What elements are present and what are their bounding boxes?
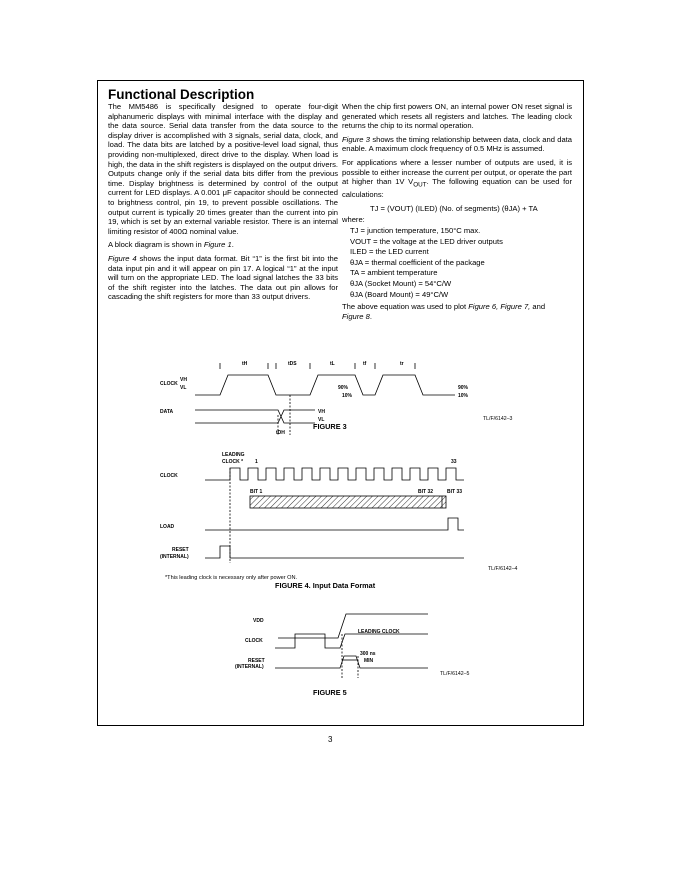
clock-label: CLOCK [160,473,178,479]
vh-label: VH [180,377,187,383]
paragraph: Figure 3 shows the timing relationship between data, clock and data enable. A maximum clock frequency of 0.5 MHz is assumed. [342,134,573,154]
paragraph: Figure 4 shows the input data format. Bit “1” is the first bit into the data input pin and it will appear on pin 17. A logical “1” at the input will turn on the appropriate LED. The load signal latches the 33 bits of the shift register into the latches. The data out pin allows for cascading the shift registers for more than 33 output drivers. [108,253,338,302]
min-label: MIN [364,658,374,664]
clock-label: CLOCK [245,638,263,644]
clock-label: CLOCK [160,381,178,387]
t-dh-label: tDH [276,430,285,435]
page-number: 3 [328,735,333,744]
left-column [108,102,338,306]
clock-1-label: 1 [255,459,258,465]
t-low-label: tL [330,361,335,367]
paragraph: For applications where a lesser number of outputs are used, it is possible to either increase the current per output, or operate the part at higher than 1V $V_{OUT}$. The following equation can be used for calculations: [342,157,573,200]
figure-4-title: FIGURE 4. Input Data Format [275,581,376,590]
t-fall-label: tf [363,361,367,367]
where-label: where: [342,215,365,225]
internal-label: (INTERNAL) [160,554,189,560]
definition: TA = ambient temperature [350,268,438,278]
equation: TJ = (VOUT) (ILED) (No. of segments) (θJA) + TA [370,203,538,213]
paragraph: The above equation was used to plot Figure 6, Figure 7, and Figure 8. [342,302,546,321]
clock-33-label: 33 [451,459,457,465]
figure-reference: Figure 3 [342,134,371,144]
paragraph: When the chip first powers ON, an internal power ON reset signal is generated which resets all registers and latches. The leading clock returns the chip to its normal operation. [342,102,572,131]
paragraph: A block diagram is shown in Figure 1. [108,240,234,250]
data-waveform-high [195,410,315,423]
figure-3-title: FIGURE 3 [313,422,347,431]
load-label: LOAD [160,524,175,530]
data-label: DATA [160,409,174,415]
bit32-label: BIT 32 [418,489,434,495]
definition: ILED = the LED current [350,247,429,257]
data-waveform-low [195,410,315,423]
leading-clock-label: LEADING [222,452,245,458]
leading-clock-label: LEADING CLOCK [358,629,400,635]
figure-4 [160,448,480,578]
data-bits-region [250,496,446,508]
clock-waveform [205,468,464,480]
t-high-label: tH [242,361,248,367]
t-cycle-label: tDS [288,361,297,367]
clock-waveform [195,375,455,395]
vl-label: VL [318,417,325,423]
section-heading: Functional Description [108,87,255,102]
figure-reference: Figure 6, Figure 7, [468,302,531,312]
right-column [342,102,572,325]
clock-waveform [275,634,428,648]
load-waveform [205,518,464,530]
figure-5-code: TL/F/6142–5 [440,671,470,677]
vdd-waveform [278,614,428,638]
reset-label: RESET [172,547,189,553]
pct10-label: 10% [458,393,469,399]
pct10-label: 10% [342,393,353,399]
figure-4-code: TL/F/6142–4 [488,566,518,572]
reset-label: RESET [248,658,265,664]
figure-reference: Figure 4 [108,253,137,263]
definition: VOUT = the voltage at the LED driver outputs [350,236,503,246]
bit33-label: BIT 33 [447,489,463,495]
reset-waveform [275,656,428,668]
figure-4-note: *This leading clock is necessary only after power ON. [165,575,298,581]
figure-reference: Figure 1 [203,240,232,250]
pct90-label: 90% [338,385,349,391]
figure-5 [160,608,480,690]
figure-4-timing-diagram [160,448,480,578]
vdd-label: VDD [253,618,264,624]
bit1-label: BIT 1 [250,489,263,495]
paragraph: The MM5486 is specifically designed to operate four-digit alphanumeric displays with minimal interface with the display and the data source. Serial data transfer from the data source to the display driver is accomplished with 3 signals, serial data, clock, and load. The data bits are latched by a positive-level load signal, thus providing non-multiplexed, direct drive to the display. When load is high, the data in the shift registers is displayed on the output drivers. Outputs change only if the serial data bits differ from the previous time. Display brightness is determined by control of the output current for LED displays. A 0.001 μF capacitor should be connected to brightness control, pin 19, to prevent possible oscillations. The output current is typically 20 times greater than the current into pin 19, which is set by an external variable resistor. There is an internal limiting resistor of 400Ω nominal value. [108,102,338,236]
reset-waveform [205,546,464,558]
definition: θJA (Socket Mount) = 54°C/W [350,279,452,289]
figure-reference: Figure 8 [342,311,370,321]
figure-5-title: FIGURE 5 [313,688,347,697]
internal-label: (INTERNAL) [235,664,264,670]
definition: TJ = junction temperature, 150°C max. [350,226,481,236]
t-rise-label: tr [400,361,404,367]
leading-clock-label: CLOCK * [222,459,244,465]
figure-5-timing-diagram [160,608,480,690]
vh-label: VH [318,409,325,415]
definition: θJA (Board Mount) = 49°C/W [350,289,449,299]
definition: θJA = thermal coefficient of the package [350,257,485,267]
min-time-label: 300 ns [360,651,376,657]
vl-label: VL [180,385,187,391]
figure-3-code: TL/F/6142–3 [483,416,513,422]
pct90-label: 90% [458,385,469,391]
